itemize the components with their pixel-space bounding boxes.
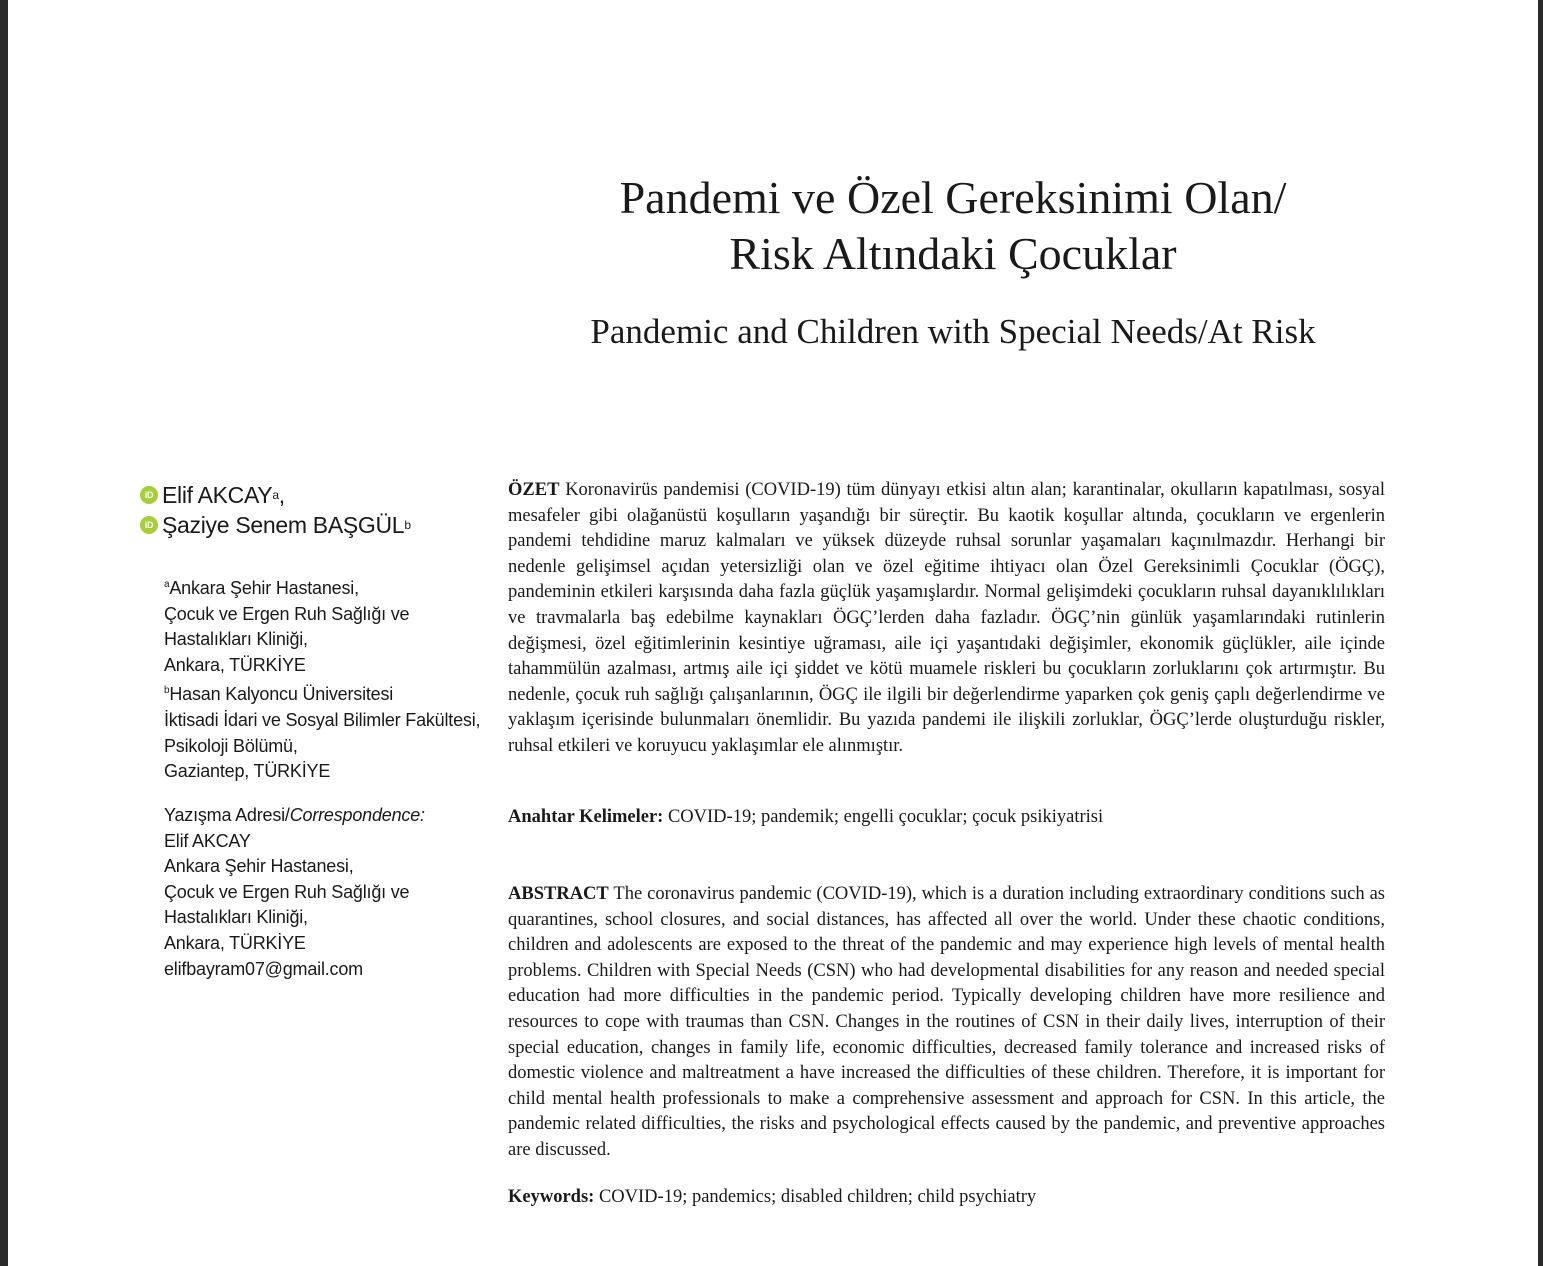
turkish-keywords [508, 805, 1385, 831]
orcid-icon[interactable]: iD [140, 486, 158, 504]
correspondence [164, 803, 504, 982]
author [140, 480, 411, 510]
affiliation-line: Ankara, TÜRKİYE [164, 654, 306, 675]
author [140, 510, 411, 540]
turkish-keywords-label: Anahtar Kelimeler: [508, 807, 664, 827]
author-name: Elif AKCAY [162, 482, 273, 508]
author-affiliation-mark: b [404, 518, 411, 532]
author-affiliation-mark: a [272, 488, 279, 502]
correspondence-line: Çocuk ve Ergen Ruh Sağlığı ve [164, 881, 410, 902]
english-keywords-label: Keywords: [508, 1187, 595, 1207]
affiliation-line: Hastalıkları Kliniği, [164, 629, 308, 650]
affiliation-mark: a [164, 579, 170, 590]
english-keywords [508, 1185, 1385, 1211]
turkish-abstract-label: ÖZET [508, 480, 560, 500]
turkish-title-line-2: Risk Altındaki Çocuklar [729, 228, 1177, 279]
correspondence-line: Ankara, TÜRKİYE [164, 932, 306, 953]
affiliation-line: İktisadi İdari ve Sosyal Bilimler Fakültesi, [164, 709, 481, 730]
affiliation-line: Psikoloji Bölümü, [164, 735, 298, 756]
turkish-keywords-text: COVID-19; pandemik; engelli çocuklar; çocuk psikiyatrisi [667, 807, 1104, 827]
affiliation-line: $^b$Hasan Kalyoncu Üniversitesi [164, 684, 394, 705]
correspondence-line: Ankara Şehir Hastanesi, [164, 856, 354, 877]
correspondence-line: Elif AKCAY [164, 830, 251, 851]
correspondence-label: Yazışma Adresi/Correspondence: [164, 805, 425, 825]
correspondence-line: Hastalıkları Kliniği, [164, 907, 308, 928]
author-list [140, 480, 411, 540]
document-page [8, 0, 1538, 1266]
english-abstract [508, 882, 1385, 1164]
affiliations [164, 572, 504, 785]
affiliation-mark: b [164, 685, 170, 697]
orcid-icon[interactable]: iD [140, 516, 158, 534]
turkish-title-line-1: Pandemi ve Özel Gereksinimi Olan/ [619, 172, 1287, 223]
english-abstract-label: ABSTRACT [508, 884, 609, 904]
turkish-title [528, 170, 1378, 282]
affiliation-line: Gaziantep, TÜRKİYE [164, 761, 331, 782]
english-abstract-text: The coronavirus pandemic (COVID-19), which is a duration including extraordinary conditions such as quarantines, school closures, and social distances, has affected all over the world. Under these chaotic conditions, children and adolescents are exposed to the threat of the pandemic and may experience high levels of mental health problems. Children with Special Needs (CSN) who had developmental disabilities for any reason and needed special education had more difficulties in the pandemic period. Typically developing children have more resilience and resources to cope with traumas than CSN. Changes in the routines of CSN in their daily lives, interruption of their special education, changes in family life, economic difficulties, decreased family tolerance and increased risks of domestic violence and maltreatment a have increased the difficulties of these children. Therefore, it is important for child mental health professionals to make a comprehensive assessment and approach for CSN. In this article, the pandemic related difficulties, the risks and psychological effects caused by the pandemic, and preventive approaches are discussed. [508, 884, 1385, 1160]
turkish-abstract [508, 478, 1385, 760]
english-keywords-text: COVID-19; pandemics; disabled children; child psychiatry [598, 1187, 1037, 1207]
author-separator: , [278, 482, 285, 508]
turkish-abstract-text: Koronavirüs pandemisi (COVID-19) tüm dünyayı etkisi altın alan; karantinalar, okulların kapatılması, sosyal mesafeler gibi olağanüstü koşulların yaşandığı bir süreçtir. Bu kaotik koşullar altında, çocukların ve ergenlerin pandemi tehdidine maruz kalmaları ve yüksek düzeyde ruhsal sorunlar yaşamaları kaçınılmazdır. Herhangi bir nedenle gelişimsel açıdan yetersizliği olan ve özel eğitime ihtiyacı olan Özel Gereksinimli Çocuklar (ÖGÇ), pandeminin etkileri karşısında daha fazla güçlük yaşamışlardır. Normal gelişimdeki çocukların ruhsal dayanıklılıkları ve travmalarla baş edebilme kaynakları ÖGÇ’lerden daha fazladır. ÖGÇ’nin günlük yaşamlarındaki rutinlerin değişmesi, özel eğitimlerinin kesintiye uğraması, aile içi yaşantıdaki değişimler, ekonomik güçlükler, aile içinde tahammülün azalması, artmış aile içi şiddet ve kötü muamele riskleri bu çocukların zorluklarını çok artırmıştır. Bu nedenle, çocuk ruh sağlığı çalışanlarının, ÖGÇ ile ilgili bir değerlendirme yaparken çok geniş çaplı değerlendirme ve yaklaşım içerisinde bulunmaları önemlidir. Bu yazıda pandemi ile ilişkili zorluklar, ÖGÇ’lerde oluşturduğu riskler, ruhsal etkileri ve koruyucu yaklaşımlar ele alınmıştır. [508, 480, 1386, 756]
affiliation-line: $^a$Ankara Şehir Hastanesi, [164, 578, 359, 598]
affiliation-line: Çocuk ve Ergen Ruh Sağlığı ve [164, 603, 410, 624]
english-title: Pandemic and Children with Special Needs/At Risk [590, 312, 1316, 351]
correspondence-email[interactable]: elifbayram07@gmail.com [164, 958, 363, 979]
author-name: Şaziye Senem BAŞGÜL [162, 512, 405, 538]
